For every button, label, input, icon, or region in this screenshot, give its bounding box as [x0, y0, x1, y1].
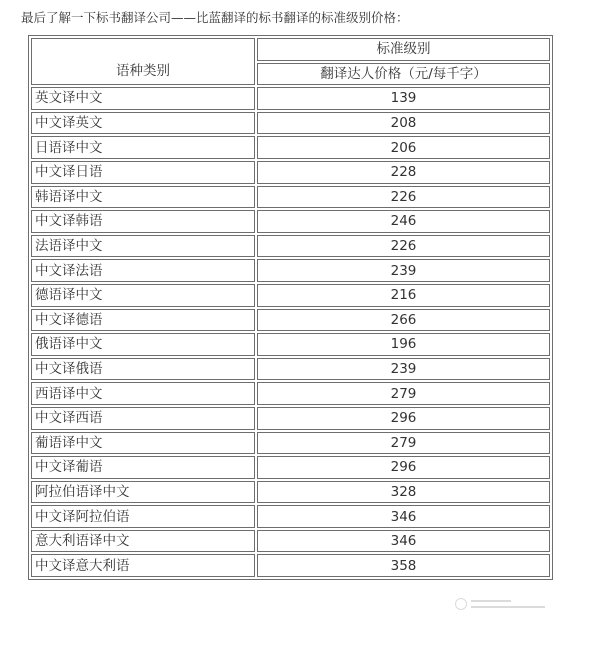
language-pair-cell: 韩语译中文	[31, 186, 255, 209]
table-row	[31, 407, 550, 430]
table-row	[31, 309, 550, 332]
price-cell: 216	[257, 284, 550, 307]
header-row-top	[31, 38, 550, 61]
language-pair-cell: 中文译意大利语	[31, 554, 255, 577]
language-pair-cell: 中文译西语	[31, 407, 255, 430]
table-row	[31, 112, 550, 135]
language-pair-cell: 中文译俄语	[31, 358, 255, 381]
language-pair-cell: 阿拉伯语译中文	[31, 481, 255, 504]
language-pair-cell: 中文译阿拉伯语	[31, 505, 255, 528]
language-pair-cell: 中文译英文	[31, 112, 255, 135]
language-pair-cell: 意大利语译中文	[31, 530, 255, 553]
price-cell: 279	[257, 432, 550, 455]
table-row	[31, 259, 550, 282]
intro-text: 最后了解一下标书翻译公司——比蓝翻译的标书翻译的标准级别价格：	[21, 10, 409, 25]
table-row	[31, 505, 550, 528]
price-column-header: 翻译达人价格（元/每千字）	[257, 63, 550, 86]
price-cell: 346	[257, 505, 550, 528]
table-row	[31, 284, 550, 307]
language-pair-cell: 中文译德语	[31, 309, 255, 332]
table-row	[31, 136, 550, 159]
language-pair-cell: 中文译葡语	[31, 456, 255, 479]
table-row	[31, 210, 550, 233]
price-cell: 296	[257, 407, 550, 430]
language-column-header: 语种类别	[31, 38, 255, 85]
table-row	[31, 87, 550, 110]
price-cell: 208	[257, 112, 550, 135]
table-row	[31, 554, 550, 577]
price-cell: 196	[257, 333, 550, 356]
table-row	[31, 186, 550, 209]
language-pair-cell: 中文译日语	[31, 161, 255, 184]
table-row	[31, 161, 550, 184]
price-table	[28, 35, 553, 580]
table-row	[31, 235, 550, 258]
price-cell: 239	[257, 358, 550, 381]
language-pair-cell: 日语译中文	[31, 136, 255, 159]
table-row	[31, 456, 550, 479]
table-row	[31, 481, 550, 504]
language-pair-cell: 法语译中文	[31, 235, 255, 258]
table-row	[31, 530, 550, 553]
language-pair-cell: 西语译中文	[31, 382, 255, 405]
language-pair-cell: 中文译法语	[31, 259, 255, 282]
table-row	[31, 333, 550, 356]
price-cell: 226	[257, 186, 550, 209]
language-pair-cell: 中文译韩语	[31, 210, 255, 233]
language-pair-cell: 英文译中文	[31, 87, 255, 110]
price-cell: 328	[257, 481, 550, 504]
watermark-logo	[455, 597, 547, 611]
price-cell: 246	[257, 210, 550, 233]
table-row	[31, 358, 550, 381]
price-cell: 346	[257, 530, 550, 553]
price-cell: 358	[257, 554, 550, 577]
price-cell: 139	[257, 87, 550, 110]
price-cell: 296	[257, 456, 550, 479]
table-row	[31, 432, 550, 455]
language-pair-cell: 葡语译中文	[31, 432, 255, 455]
price-cell: 206	[257, 136, 550, 159]
price-cell: 226	[257, 235, 550, 258]
price-cell: 279	[257, 382, 550, 405]
level-column-header: 标准级别	[257, 38, 550, 61]
language-pair-cell: 俄语译中文	[31, 333, 255, 356]
price-cell: 266	[257, 309, 550, 332]
price-cell: 228	[257, 161, 550, 184]
price-cell: 239	[257, 259, 550, 282]
watermark-icon	[455, 598, 467, 610]
language-pair-cell: 德语译中文	[31, 284, 255, 307]
table-row	[31, 382, 550, 405]
